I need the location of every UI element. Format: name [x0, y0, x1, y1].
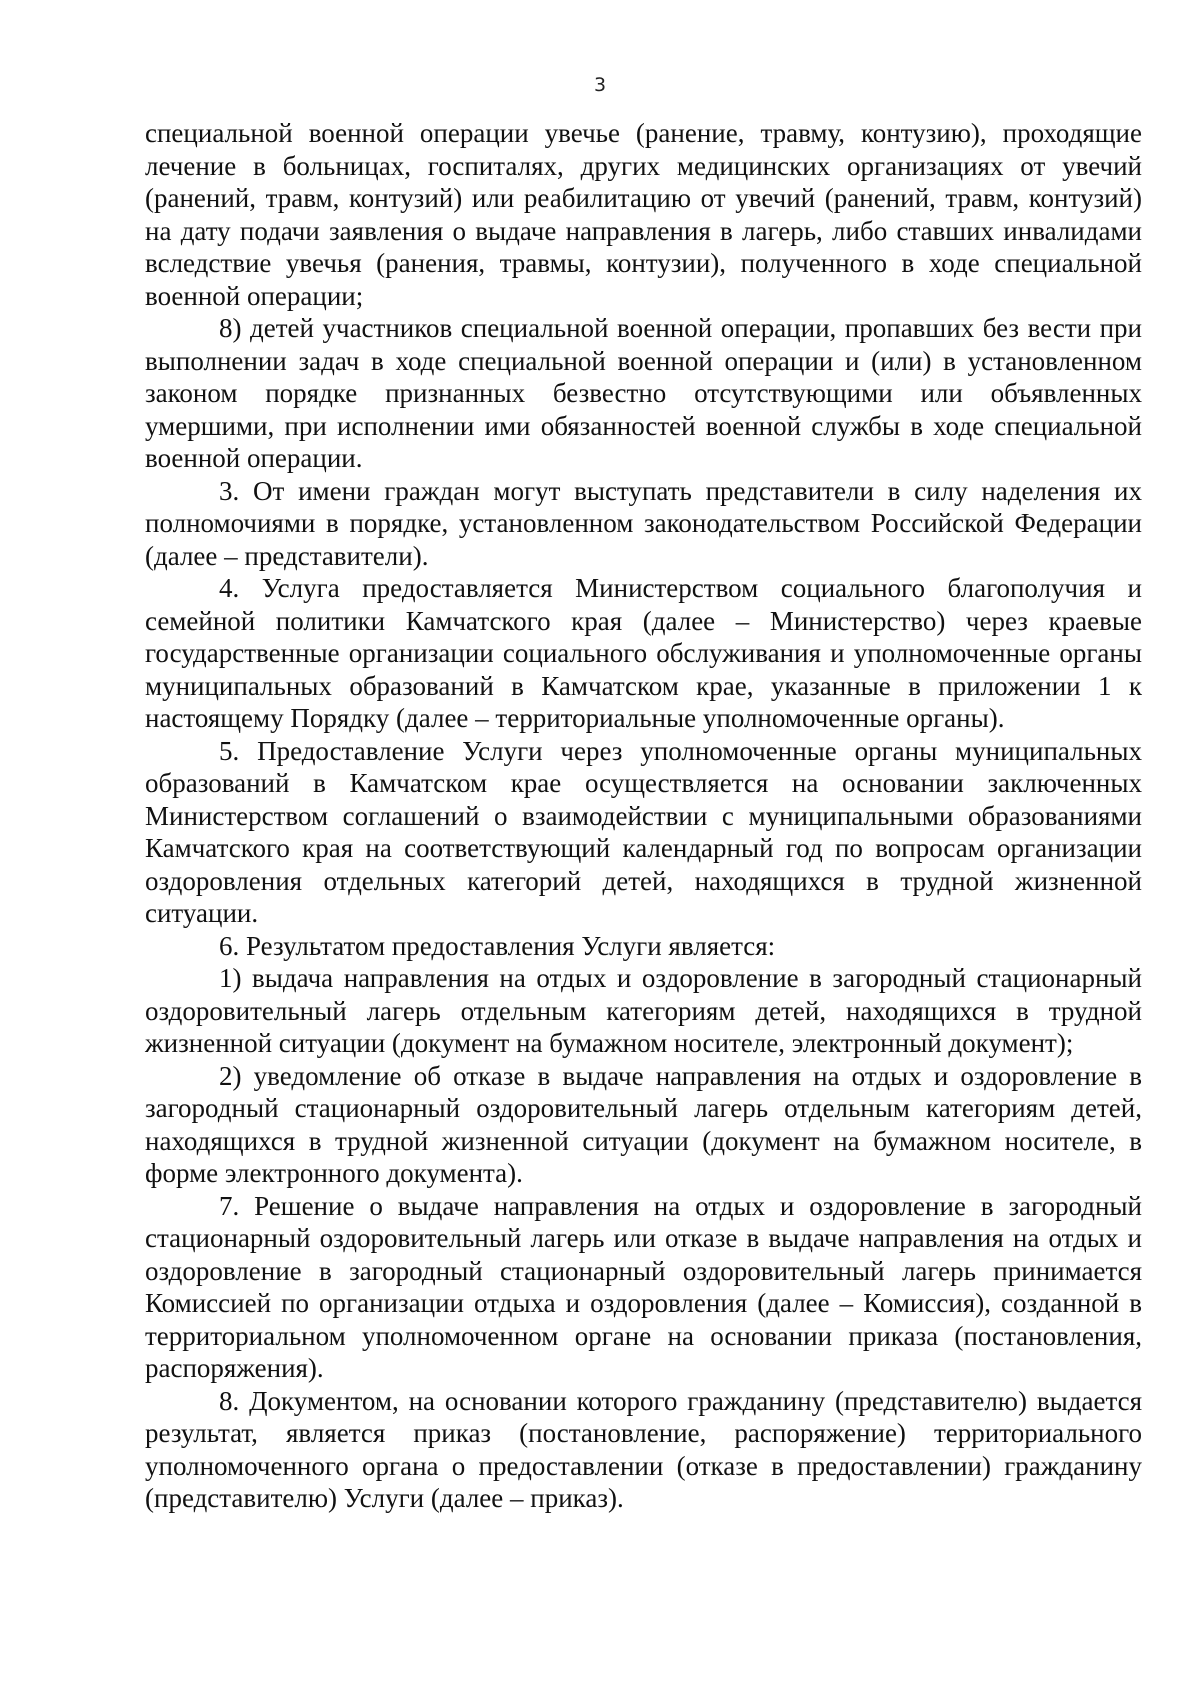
paragraph-clause-3: 3. От имени граждан могут выступать представители в силу наделения их полномочиями в порядке, установленном законодательством Российской Федерации (далее – представители).	[145, 475, 1142, 571]
document-body	[145, 117, 1142, 1515]
paragraph-clause-6-item-2: 2) уведомление об отказе в выдаче направления на отдых и оздоровление в загородный стационарный оздоровительный лагерь отдельным категориям детей, находящихся в трудной жизненной ситуации (документ на бумажном носителе, в форме электронного документа).	[145, 1060, 1142, 1188]
paragraph-clause-5: 5. Предоставление Услуги через уполномоченные органы муниципальных образований в Камчатском крае осуществляется на основании заключенных Министерством соглашений о взаимодействии с муниципальными образованиями Камчатского края на соответствующий календарный год по вопросам организации оздоровления отдельных категорий детей, находящихся в трудной жизненной ситуации.	[145, 735, 1142, 928]
paragraph-clause-8: 8. Документом, на основании которого гражданину (представителю) выдается результат, является приказ (постановление, распоряжение) территориального уполномоченного органа о предоставлении (отказе в предоставлении) гражданину (представителю) Услуги (далее – приказ).	[145, 1385, 1142, 1513]
page-number: 3	[593, 74, 607, 96]
paragraph-clause-4: 4. Услуга предоставляется Министерством социального благополучия и семейной политики Камчатского края (далее – Министерство) через краевые государственные организации социального обслуживания и уполномоченные органы муниципальных образований в Камчатском крае, указанные в приложении 1 к настоящему Порядку (далее – территориальные уполномоченные органы).	[145, 573, 1142, 733]
paragraph-clause-7: 7. Решение о выдаче направления на отдых и оздоровление в загородный стационарный оздоровительный лагерь или отказе в выдаче направления на отдых и оздоровление в загородный стационарный оздоровительный лагерь принимается Комиссией по организации отдыха и оздоровления (далее – Комиссия), созданной в территориальном уполномоченном органе на основании приказа (постановления, распоряжения).	[145, 1190, 1142, 1383]
paragraph-clause-6: 6. Результатом предоставления Услуги является:	[219, 930, 776, 961]
paragraph-item-8: 8) детей участников специальной военной операции, пропавших без вести при выполнении задач в ходе специальной военной операции и (или) в установленном законом порядке признанных безвестно отсутствующими или объявленных умершими, при исполнении ими обязанностей военной службы в ходе специальной военной операции.	[145, 313, 1142, 473]
paragraph-clause-6-item-1: 1) выдача направления на отдых и оздоровление в загородный стационарный оздоровительный лагерь отдельным категориям детей, находящихся в трудной жизненной ситуации (документ на бумажном носителе, электронный документ);	[145, 963, 1142, 1058]
paragraph-continuation: специальной военной операции увечье (ранение, травму, контузию), проходящие лечение в больницах, госпиталях, других медицинских организациях от увечий (ранений, травм, контузий) или реабилитацию от увечий (ранений, травм, контузий) на дату подачи заявления о выдаче направления в лагерь, либо ставших инвалидами вследствие увечья (ранения, травмы, контузии), полученного в ходе специальной военной операции;	[145, 118, 1142, 311]
